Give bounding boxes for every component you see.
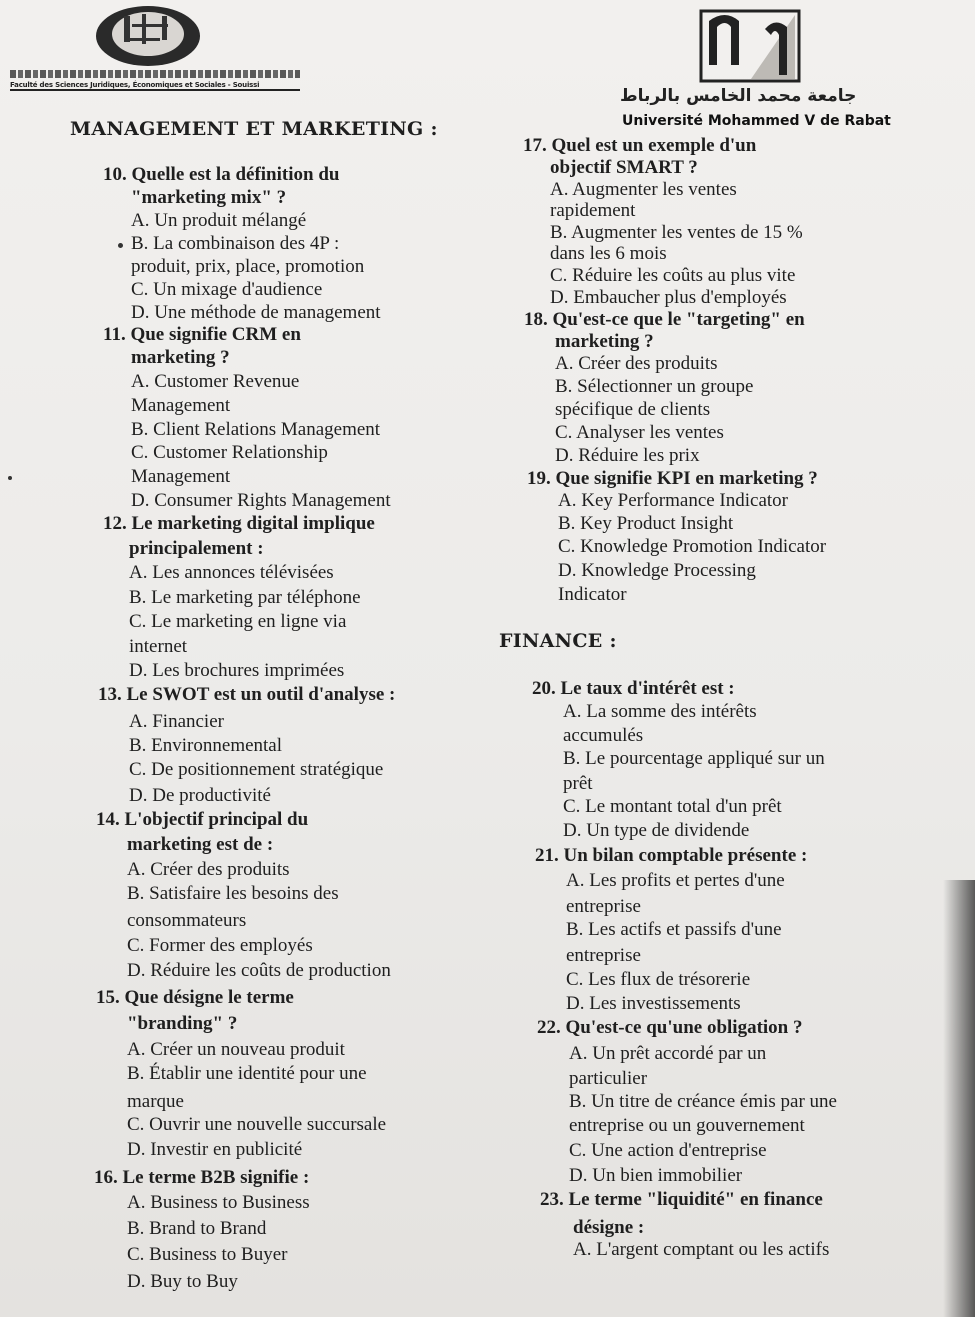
- option-22-a-cont: particulier: [569, 1068, 648, 1089]
- option-11-a-cont: Management: [131, 395, 231, 416]
- option-17-b: B. Augmenter les ventes de 15 %: [550, 222, 803, 243]
- question-18-line-2: marketing ?: [555, 331, 654, 352]
- option-21-c: C. Les flux de trésorerie: [566, 969, 751, 990]
- option-22-b: B. Un titre de créance émis par une: [569, 1091, 837, 1112]
- arabic-faculty-name: [10, 70, 300, 78]
- university-logo: [695, 5, 807, 87]
- option-16-d: D. Buy to Buy: [127, 1271, 238, 1292]
- question-10-line-2: "marketing mix" ?: [131, 187, 287, 208]
- option-14-a: A. Créer des produits: [127, 859, 290, 880]
- option-20-b-cont: prêt: [563, 773, 593, 794]
- option-15-d: D. Investir en publicité: [127, 1139, 303, 1160]
- question-20: 20. Le taux d'intérêt est :: [532, 678, 735, 699]
- option-15-b-cont: marque: [127, 1091, 184, 1112]
- option-19-d-cont: Indicator: [558, 584, 627, 605]
- option-17-b-cont: dans les 6 mois: [550, 243, 667, 264]
- option-20-a-cont: accumulés: [563, 725, 644, 746]
- university-name: Université Mohammed V de Rabat: [622, 113, 891, 129]
- question-23-line-1: 23. Le terme "liquidité" en finance: [540, 1189, 823, 1210]
- option-11-a: A. Customer Revenue: [131, 371, 300, 392]
- option-19-a: A. Key Performance Indicator: [558, 490, 789, 511]
- question-22: 22. Qu'est-ce qu'une obligation ?: [537, 1017, 803, 1038]
- question-15-line-1: 15. Que désigne le terme: [96, 987, 294, 1008]
- option-22-b-cont: entreprise ou un gouvernement: [569, 1115, 805, 1136]
- option-21-b: B. Les actifs et passifs d'une: [566, 919, 782, 940]
- option-22-a: A. Un prêt accordé par un: [569, 1043, 767, 1064]
- question-14-line-1: 14. L'objectif principal du: [96, 809, 309, 830]
- question-18-line-1: 18. Qu'est-ce que le "targeting" en: [524, 309, 805, 330]
- option-18-d: D. Réduire les prix: [555, 445, 700, 466]
- option-13-c: C. De positionnement stratégique: [129, 759, 384, 780]
- question-19: 19. Que signifie KPI en marketing ?: [527, 468, 818, 489]
- section-management: MANAGEMENT ET MARKETING :: [70, 118, 438, 140]
- option-13-a: A. Financier: [129, 711, 224, 732]
- question-15-line-2: "branding" ?: [127, 1013, 238, 1034]
- option-16-b: B. Brand to Brand: [127, 1218, 267, 1239]
- option-23-a: A. L'argent comptant ou les actifs: [573, 1239, 830, 1260]
- option-18-c: C. Analyser les ventes: [555, 422, 724, 443]
- finger-shadow: [943, 880, 975, 1317]
- question-17-line-1: 17. Quel est un exemple d'un: [523, 135, 757, 156]
- question-23-line-2: désigne :: [573, 1217, 645, 1238]
- option-17-d: D. Embaucher plus d'employés: [550, 287, 787, 308]
- option-17-a-cont: rapidement: [550, 200, 636, 221]
- faculty-logo: [92, 6, 204, 68]
- option-21-a: A. Les profits et pertes d'une: [566, 870, 785, 891]
- question-21: 21. Un bilan comptable présente :: [535, 845, 808, 866]
- question-12-line-1: 12. Le marketing digital implique: [103, 513, 375, 534]
- question-11-line-2: marketing ?: [131, 347, 230, 368]
- option-22-c: C. Une action d'entreprise: [569, 1140, 767, 1161]
- option-14-c: C. Former des employés: [127, 935, 313, 956]
- option-13-d: D. De productivité: [129, 785, 271, 806]
- option-14-b-cont: consommateurs: [127, 910, 247, 931]
- option-20-b: B. Le pourcentage appliqué sur un: [563, 748, 825, 769]
- question-12-line-2: principalement :: [129, 538, 264, 559]
- option-19-d: D. Knowledge Processing: [558, 560, 756, 581]
- option-10-b: B. La combinaison des 4P :: [131, 233, 340, 254]
- question-11-line-1: 11. Que signifie CRM en: [103, 324, 301, 345]
- option-14-d: D. Réduire les coûts de production: [127, 960, 391, 981]
- option-21-a-cont: entreprise: [566, 896, 641, 917]
- option-15-b: B. Établir une identité pour une: [127, 1063, 367, 1084]
- arabic-university-name: جامعة محمد الخامس بالرباط: [620, 86, 857, 106]
- option-17-a: A. Augmenter les ventes: [550, 179, 737, 200]
- option-18-b: B. Sélectionner un groupe: [555, 376, 754, 397]
- section-finance: FINANCE :: [499, 630, 617, 652]
- pen-mark: [8, 476, 12, 480]
- question-10-line-1: 10. Quelle est la définition du: [103, 164, 340, 185]
- question-16: 16. Le terme B2B signifie :: [94, 1167, 310, 1188]
- option-13-b: B. Environnemental: [129, 735, 283, 756]
- option-10-d: D. Une méthode de management: [131, 302, 381, 323]
- option-10-c: C. Un mixage d'audience: [131, 279, 323, 300]
- option-11-c-cont: Management: [131, 466, 231, 487]
- option-21-b-cont: entreprise: [566, 945, 641, 966]
- faculty-name: Faculté des Sciences Juridiques, Économiques et Sociales - Souissi: [10, 81, 300, 91]
- option-12-b: B. Le marketing par téléphone: [129, 587, 361, 608]
- option-12-c: C. Le marketing en ligne via: [129, 611, 347, 632]
- option-12-d: D. Les brochures imprimées: [129, 660, 345, 681]
- option-14-b: B. Satisfaire les besoins des: [127, 883, 339, 904]
- option-19-b: B. Key Product Insight: [558, 513, 734, 534]
- option-19-c: C. Knowledge Promotion Indicator: [558, 536, 827, 557]
- option-16-c: C. Business to Buyer: [127, 1244, 288, 1265]
- question-13: 13. Le SWOT est un outil d'analyse :: [98, 684, 396, 705]
- option-10-a: A. Un produit mélangé: [131, 210, 307, 231]
- option-11-b: B. Client Relations Management: [131, 419, 381, 440]
- faculty-header: [10, 70, 300, 91]
- option-10-b-cont: produit, prix, place, promotion: [131, 256, 365, 277]
- option-12-a: A. Les annonces télévisées: [129, 562, 334, 583]
- question-17-line-2: objectif SMART ?: [550, 157, 698, 178]
- option-12-c-cont: internet: [129, 636, 188, 657]
- option-15-a: A. Créer un nouveau produit: [127, 1039, 345, 1060]
- option-15-c: C. Ouvrir une nouvelle succursale: [127, 1114, 387, 1135]
- option-20-a: A. La somme des intérêts: [563, 701, 757, 722]
- option-11-d: D. Consumer Rights Management: [131, 490, 391, 511]
- question-14-line-2: marketing est de :: [127, 834, 274, 855]
- option-21-d: D. Les investissements: [566, 993, 741, 1014]
- option-18-b-cont: spécifique de clients: [555, 399, 711, 420]
- option-20-c: C. Le montant total d'un prêt: [563, 796, 782, 817]
- option-11-c: C. Customer Relationship: [131, 442, 328, 463]
- option-16-a: A. Business to Business: [127, 1192, 310, 1213]
- option-20-d: D. Un type de dividende: [563, 820, 750, 841]
- option-17-c: C. Réduire les coûts au plus vite: [550, 265, 796, 286]
- option-22-d: D. Un bien immobilier: [569, 1165, 743, 1186]
- pen-mark: [118, 243, 123, 248]
- option-18-a: A. Créer des produits: [555, 353, 718, 374]
